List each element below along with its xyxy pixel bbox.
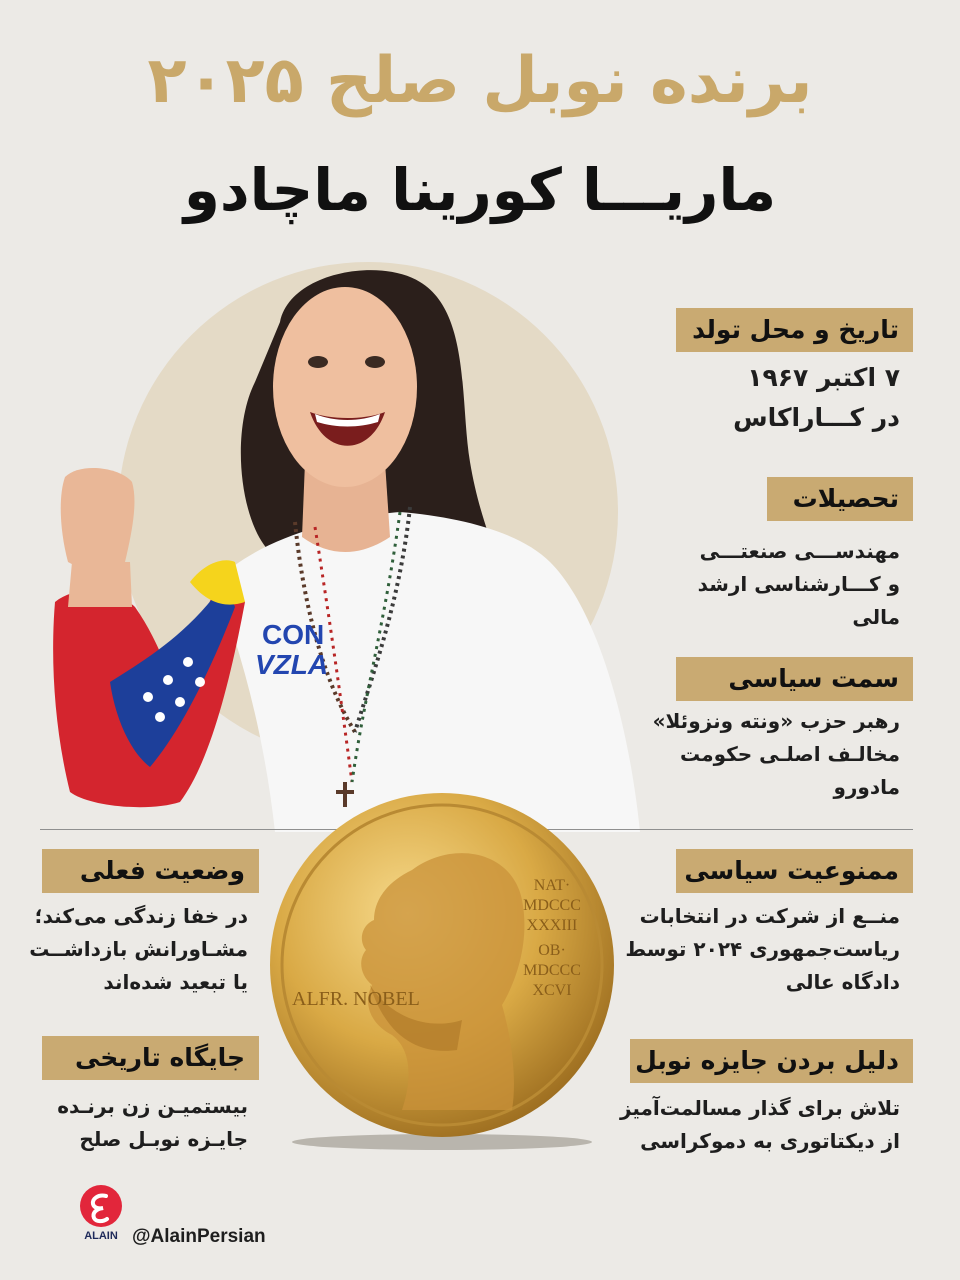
text-political-position-line-1: رهبر حزب «ونته ونزوئلا» bbox=[652, 709, 900, 733]
logo-text: ALAIN bbox=[84, 1230, 118, 1242]
footer-handle[interactable]: @AlainPersian bbox=[132, 1226, 266, 1247]
text-education-line-2: و کـــارشناسی ارشد bbox=[697, 572, 900, 596]
text-current-status-line-3: یا تبعید شده‌اند bbox=[103, 970, 248, 994]
text-current-status-line-1: در خفا زندگی می‌کند؛ bbox=[34, 904, 248, 928]
label-political-ban: ممنوعیت سیاسی bbox=[676, 849, 913, 893]
text-political-position-line-3: مادورو bbox=[833, 775, 900, 799]
label-current-status: وضعیت فعلی bbox=[42, 849, 259, 893]
text-political-ban bbox=[625, 900, 900, 999]
text-historic-place bbox=[57, 1090, 248, 1156]
medal-text-right-1: NAT· bbox=[533, 877, 571, 894]
text-education-line-1: مهندســـی صنعتـــی bbox=[699, 539, 900, 563]
medal-text-right-2: MDCCC bbox=[523, 897, 581, 914]
medal-text-right-3: XXXIII bbox=[526, 917, 578, 934]
text-current-status bbox=[29, 900, 248, 999]
text-political-ban-line-1: منــع از شرکت در انتخابات bbox=[639, 904, 900, 928]
label-education: تحصیلات bbox=[767, 477, 913, 521]
text-nobel-reason bbox=[620, 1092, 900, 1158]
text-political-position bbox=[653, 705, 900, 804]
label-nobel-reason: دلیل بردن جایزه نوبل bbox=[630, 1039, 913, 1083]
text-birth-line-2: در کـــاراکاس bbox=[733, 403, 900, 432]
text-political-ban-line-2: ریاست‌جمهوری ۲۰۲۴ توسط bbox=[625, 937, 900, 961]
text-political-position-line-2: مخالـف اصلـی حکومت bbox=[680, 742, 900, 766]
text-education bbox=[698, 535, 900, 634]
nobel-medal-image bbox=[262, 790, 622, 1150]
shirt-text-con: CON bbox=[262, 619, 325, 650]
text-political-ban-line-3: دادگاه عالی bbox=[785, 970, 900, 994]
text-nobel-reason-line-1: تلاش برای گذار مسالمت‌آمیز bbox=[619, 1096, 900, 1120]
text-education-line-3: مالی bbox=[852, 605, 900, 629]
text-historic-place-line-1: بیستمیـن زن برنـده bbox=[57, 1094, 248, 1118]
alain-logo-icon bbox=[76, 1182, 126, 1252]
text-birth bbox=[733, 358, 900, 438]
headline-name: ماریـــا کورینا ماچادو bbox=[183, 156, 777, 224]
medal-text-left: ALFR. NOBEL bbox=[292, 988, 420, 1010]
headline-winner: برنده نوبل صلح ۲۰۲۵ bbox=[147, 44, 813, 118]
label-historic-place: جایگاه تاریخی bbox=[42, 1036, 259, 1080]
medal-text-right-5: MDCCC bbox=[523, 962, 581, 979]
text-historic-place-line-2: جایـزه نوبـل صلح bbox=[79, 1127, 248, 1151]
label-birth: تاریخ و محل تولد bbox=[676, 308, 913, 352]
medal-text-right-6: XCVI bbox=[532, 982, 572, 999]
shirt-text-vzla: VZLA bbox=[255, 649, 329, 680]
text-current-status-line-2: مشـاورانش بازداشــت bbox=[29, 937, 248, 961]
text-nobel-reason-line-2: از دیکتاتوری به دموکراسی bbox=[640, 1129, 900, 1153]
medal-text-right-4: OB· bbox=[538, 942, 566, 959]
portrait-image bbox=[40, 262, 640, 832]
label-political-position: سمت سیاسی bbox=[676, 657, 913, 701]
text-birth-line-1: ۷ اکتبر ۱۹۶۷ bbox=[747, 363, 900, 392]
